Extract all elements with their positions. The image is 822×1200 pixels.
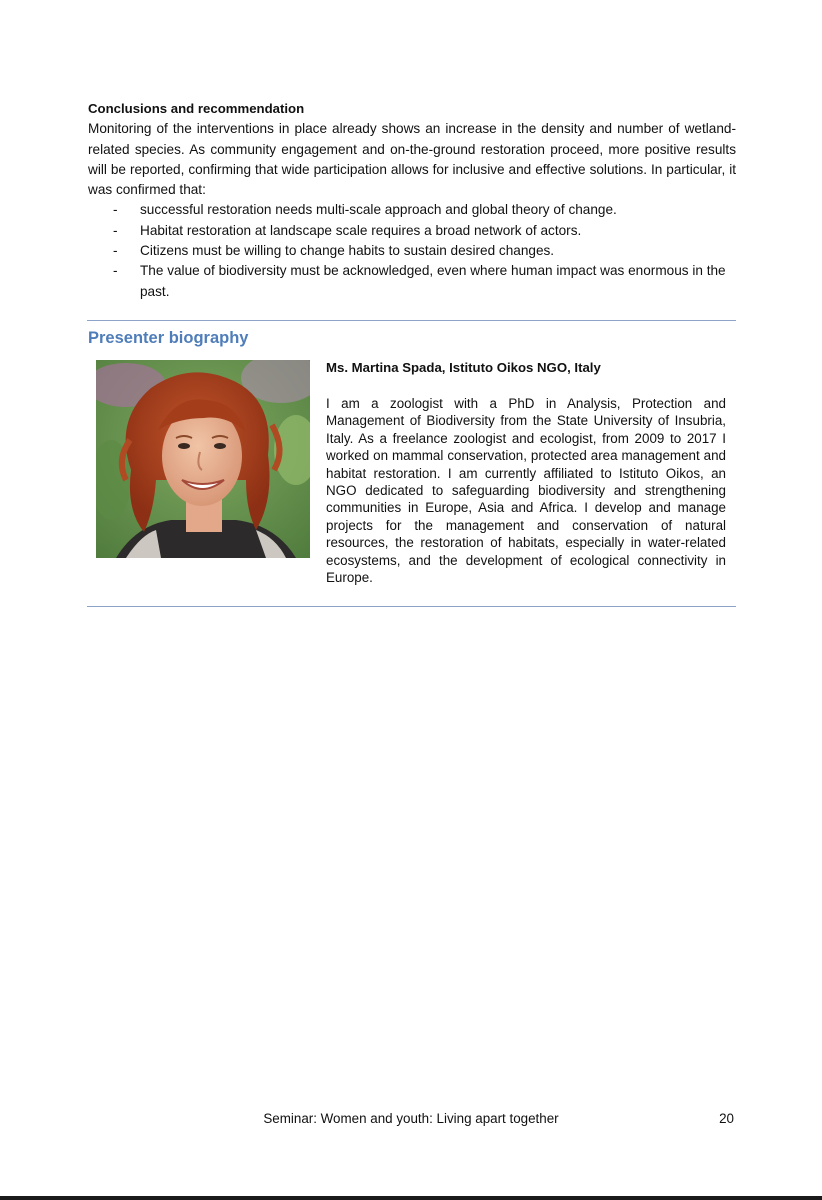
list-item-text: Citizens must be willing to change habits to sustain desired changes. (140, 243, 555, 259)
section-divider-top (87, 320, 736, 321)
list-item (88, 221, 736, 241)
bullet-dash: - (113, 222, 118, 238)
page-bottom-edge (0, 1196, 822, 1200)
presenter-name: Ms. Martina Spada, Istituto Oikos NGO, Italy (326, 360, 601, 375)
conclusions-bullet-list (88, 200, 736, 301)
presenter-photo (96, 360, 310, 558)
conclusions-section (88, 99, 736, 302)
bullet-dash: - (113, 243, 118, 259)
section-divider-bottom (87, 606, 736, 607)
conclusions-paragraph: Monitoring of the interventions in place already shows an increase in the density and number of wetland-related species. As community engagement and on-the-ground restoration proceed, more positive results will be reported, confirming that wide participation allows for inclusive and effective solutions. In particular, it was confirmed that: (88, 121, 736, 198)
list-item-text: successful restoration needs multi-scale approach and global theory of change. (140, 202, 617, 218)
list-item (88, 241, 736, 261)
bullet-dash: - (113, 202, 118, 218)
list-item (88, 261, 736, 302)
footer-title: Seminar: Women and youth: Living apart together (263, 1111, 559, 1126)
list-item (88, 200, 736, 220)
biography-heading: Presenter biography (88, 329, 249, 347)
list-item-text: Habitat restoration at landscape scale requires a broad network of actors. (140, 222, 582, 238)
page-number: 20 (719, 1111, 734, 1126)
list-item-text: The value of biodiversity must be acknowledged, even where human impact was enormous in the past. (140, 263, 726, 299)
bullet-dash: - (113, 263, 118, 279)
presenter-bio-text: I am a zoologist with a PhD in Analysis, Protection and Management of Biodiversity from the State University of Insubria, Italy. As a freelance zoologist and ecologist, from 2009 to 2017 I worked on mammal conservation, protected area management and habitat restoration. I am currently affiliated to Istituto Oikos, an NGO dedicated to safeguarding biodiversity and strengthening communities in Europe, Asia and Africa. I develop and manage projects for the management and conservation of natural resources, the restoration of habitats, especially in water-related ecosystems, and the development of ecological connectivity in Europe. (326, 396, 726, 586)
conclusions-title: Conclusions and recommendation (88, 101, 305, 116)
